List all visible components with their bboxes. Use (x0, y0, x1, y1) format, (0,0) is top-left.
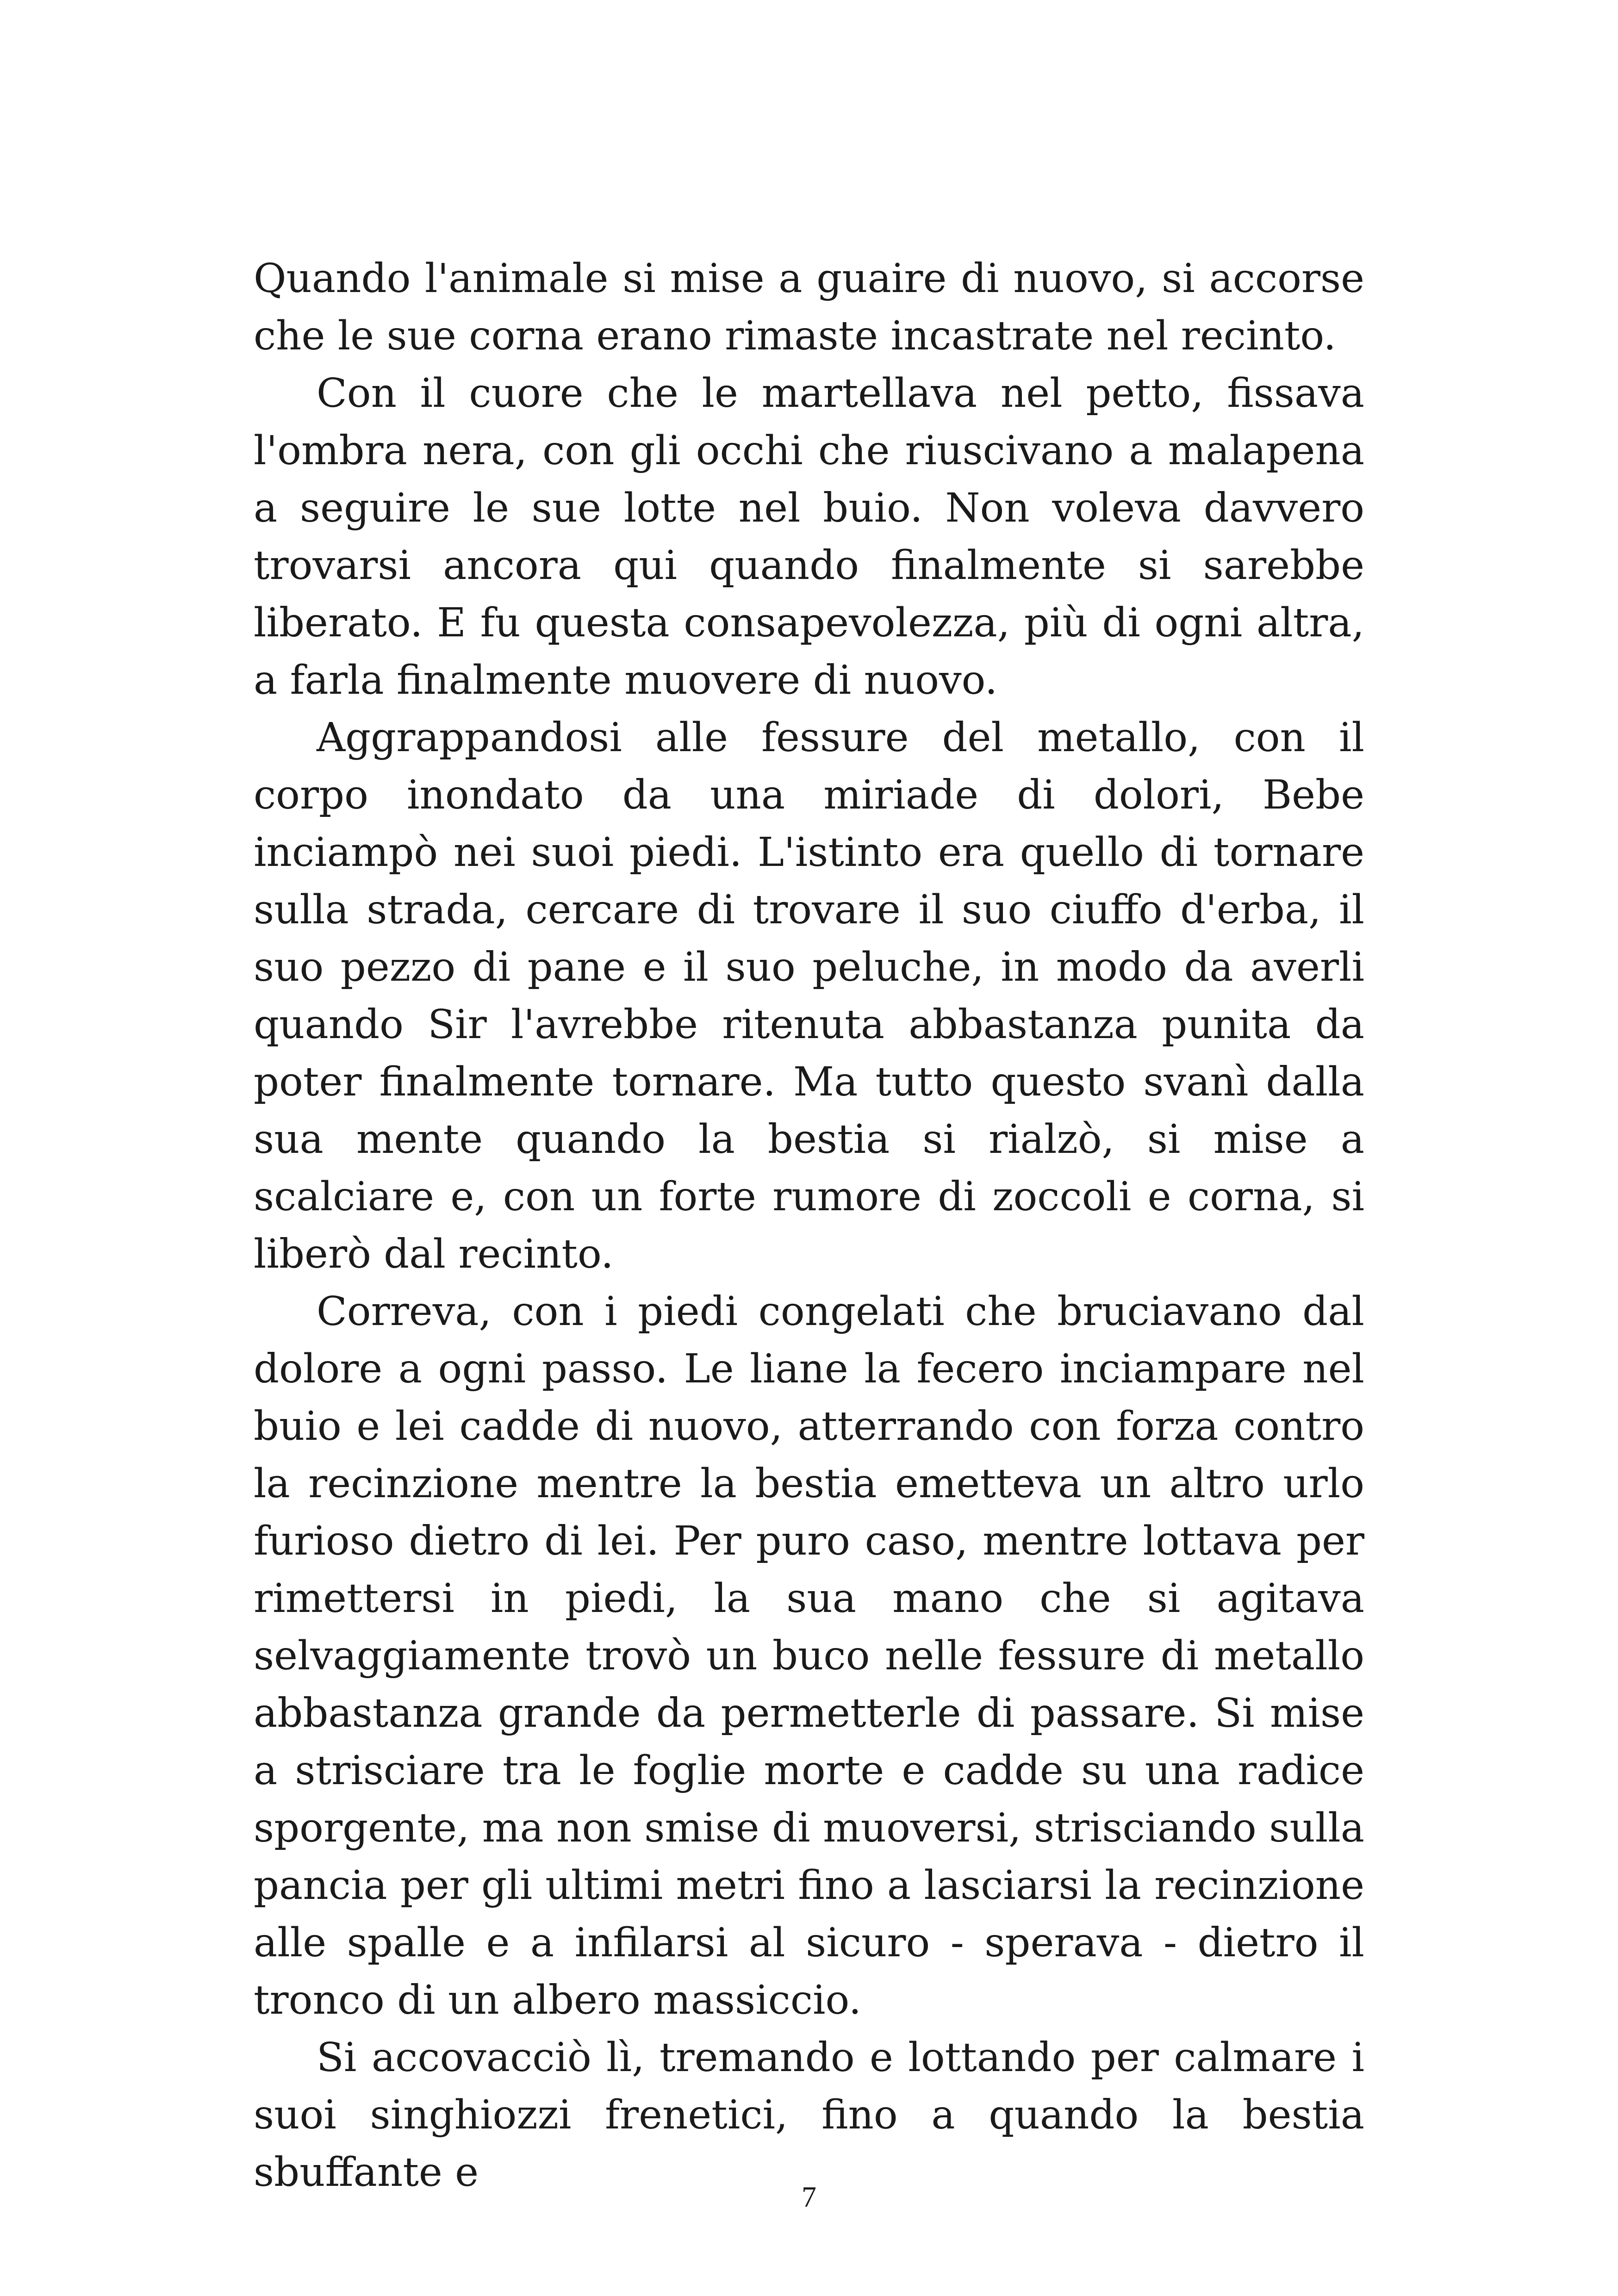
paragraph-1: Quando l'animale si mise a guaire di nuovo, si accorse che le sue corna erano rimaste incastrate nel recinto. (254, 255, 1364, 359)
page-body (254, 250, 1364, 2201)
paragraph-2: Con il cuore che le martellava nel petto, fissava l'ombra nera, con gli occhi che riuscivano a malapena a seguire le sue lotte nel buio. Non voleva davvero trovarsi ancora qui quando finalmente si sarebbe liberato. E fu questa consapevolezza, più di ogni altra, a farla finalmente muovere di nuovo. (254, 370, 1364, 703)
paragraph-5: Si accovacciò lì, tremando e lottando per calmare i suoi singhiozzi frenetici, fino a quando la bestia sbuffante e (254, 2035, 1364, 2196)
page-number: 7 (802, 2180, 816, 2213)
paragraph-4: Correva, con i piedi congelati che bruciavano dal dolore a ogni passo. Le liane la fecero inciampare nel buio e lei cadde di nuovo, atterrando con forza contro la recinzione mentre la bestia emetteva un altro urlo furioso dietro di lei. Per puro caso, mentre lottava per rimettersi in piedi, la sua mano che si agitava selvaggiamente trovò un buco nelle fessure di metallo abbastanza grande da permetterle di passare. Si mise a strisciare tra le foglie morte e cadde su una radice sporgente, ma non smise di muoversi, strisciando sulla pancia per gli ultimi metri fino a lasciarsi la recinzione alle spalle e a infilarsi al sicuro - sperava - dietro il tronco di un albero massiccio. (254, 1288, 1364, 2023)
paragraph-3: Aggrappandosi alle fessure del metallo, con il corpo inondato da una miriade di dolori, Bebe inciampò nei suoi piedi. L'istinto era quello di tornare sulla strada, cercare di trovare il suo ciuffo d'erba, il suo pezzo di pane e il suo peluche, in modo da averli quando Sir l'avrebbe ritenuta abbastanza punita da poter finalmente tornare. Ma tutto questo svanì dalla sua mente quando la bestia si rialzò, si mise a scalciare e, con un forte rumore di zoccoli e corna, si liberò dal recinto. (254, 715, 1364, 1277)
